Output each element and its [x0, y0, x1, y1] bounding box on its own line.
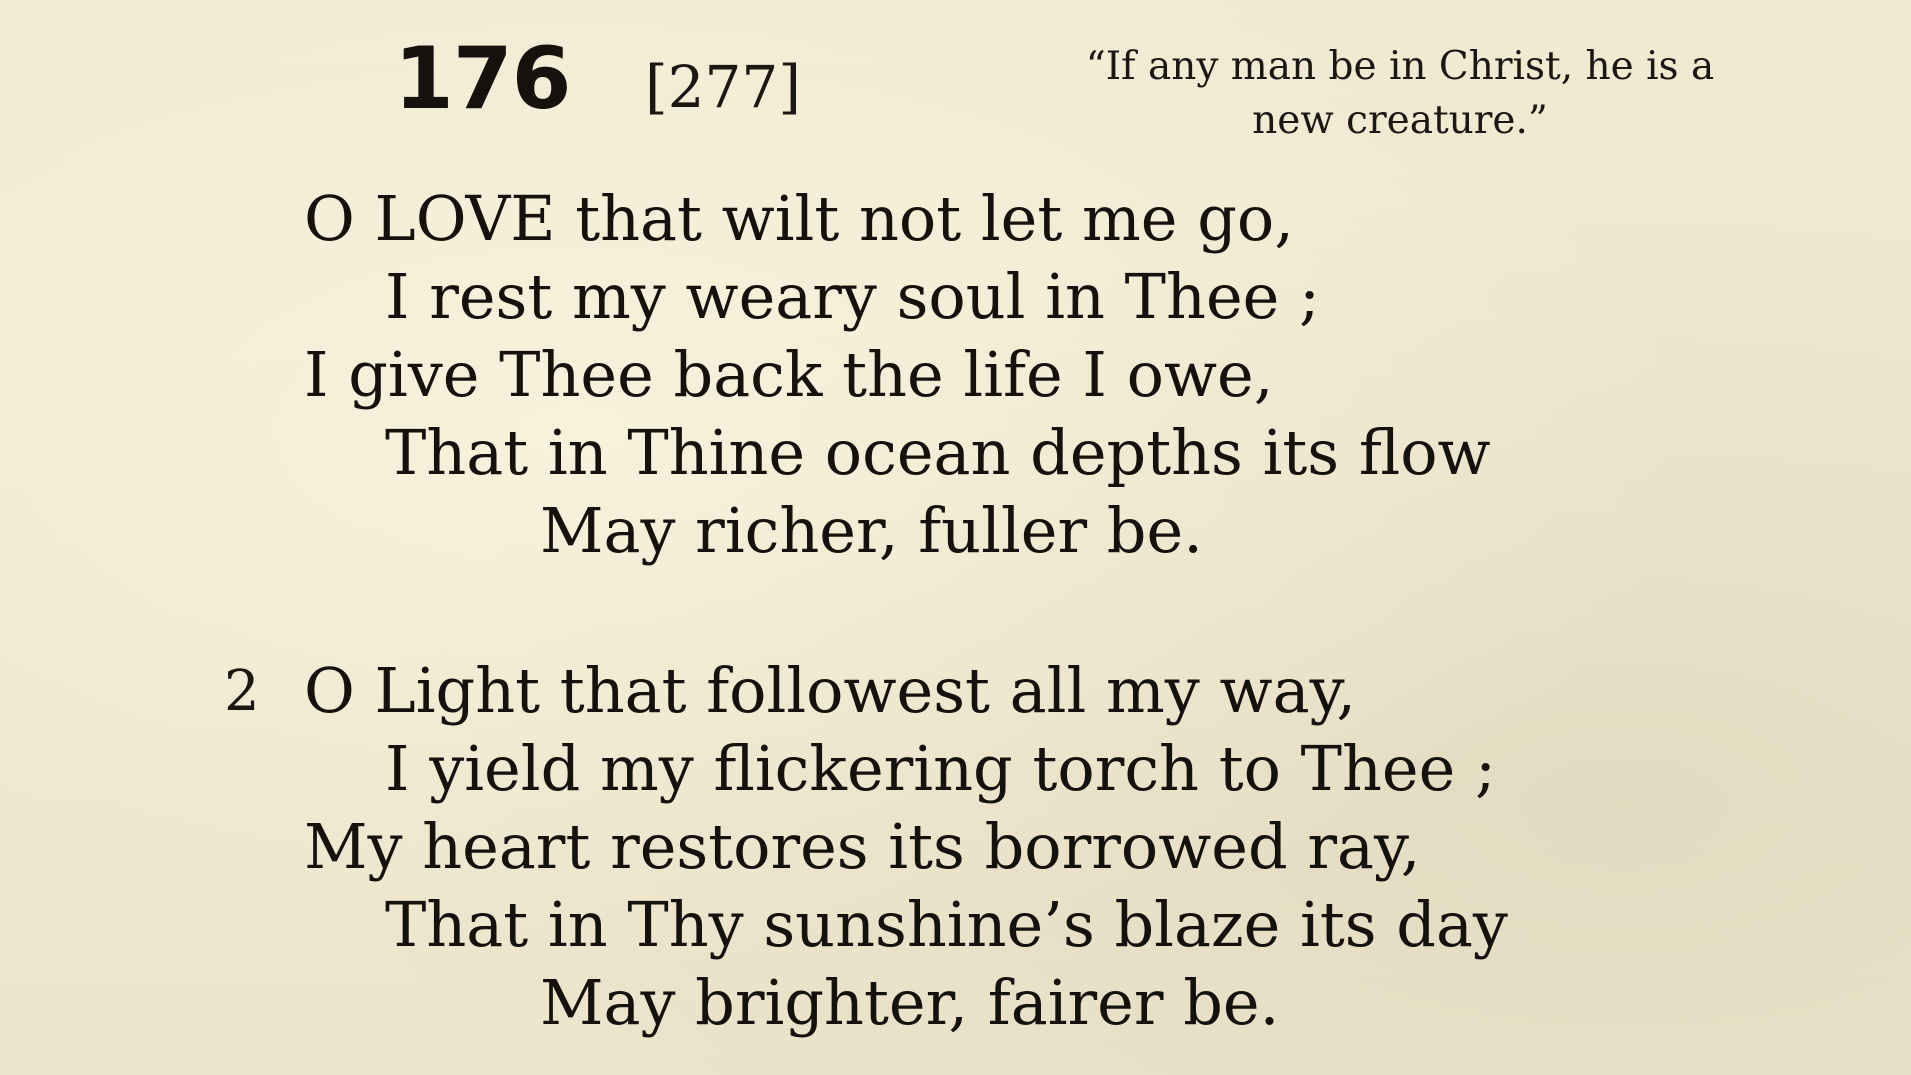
verse-line: I give Thee back the life I owe,: [304, 338, 1274, 411]
tune-number: [277]: [645, 53, 801, 121]
epigraph-line: “If any man be in Christ, he is a: [1085, 44, 1715, 89]
epigraph: [1000, 40, 1800, 148]
hymn-number: 176: [394, 29, 571, 129]
verse-line: May brighter, fairer be.: [540, 966, 1280, 1039]
verse-line: My heart restores its borrowed ray,: [304, 810, 1421, 883]
verse-line: That in Thy sunshine’s blaze its day: [385, 888, 1508, 961]
verse-line: I rest my weary soul in Thee ;: [385, 260, 1320, 333]
verse-number: 2: [224, 659, 260, 724]
verse-line: That in Thine ocean depths its flow: [385, 416, 1491, 489]
epigraph-line: new creature.”: [1252, 98, 1548, 143]
verse-line: O Light that followest all my way,: [304, 654, 1357, 727]
verse-line: O LOVE that wilt not let me go,: [304, 182, 1294, 255]
verse-line: I yield my flickering torch to Thee ;: [385, 732, 1496, 805]
verse-line: May richer, fuller be.: [540, 494, 1203, 567]
